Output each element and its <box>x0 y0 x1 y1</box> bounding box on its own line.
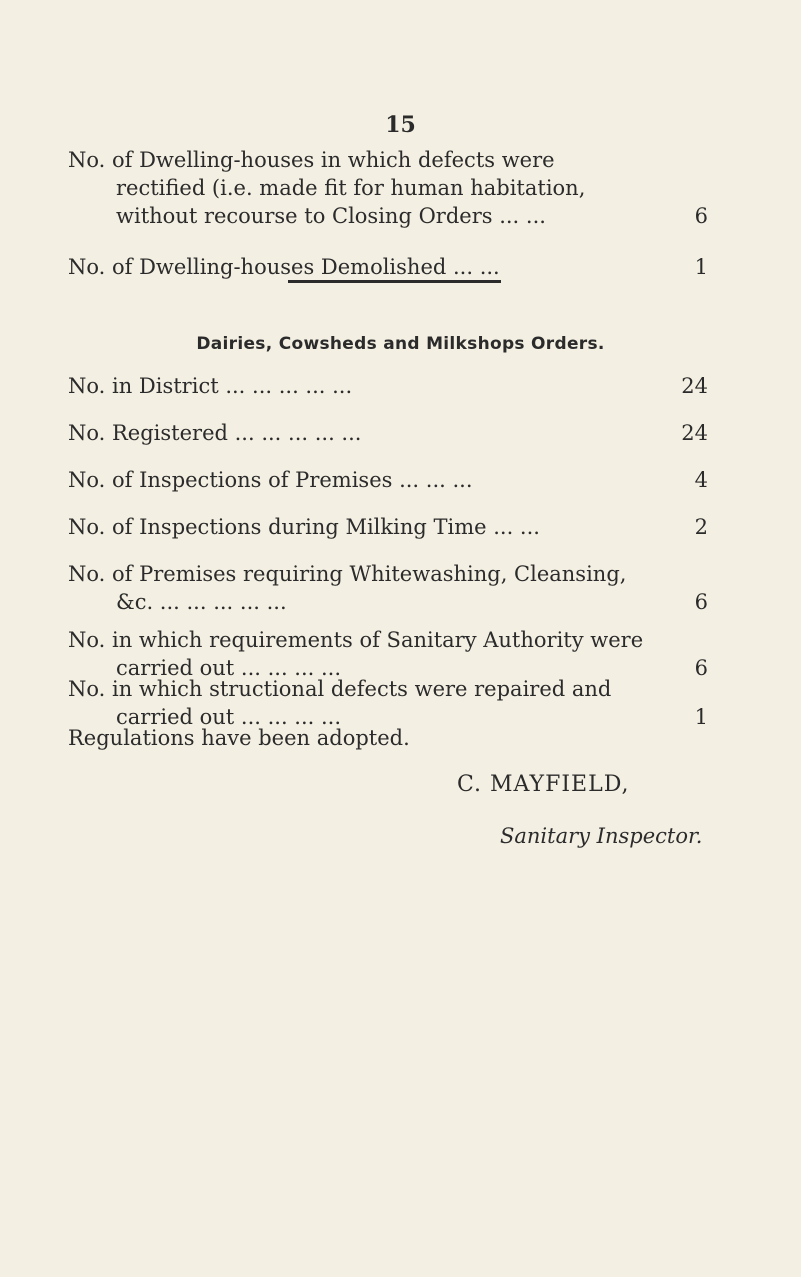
entry-value: 24 <box>681 374 708 398</box>
entry-label-continued: without recourse to Closing Orders ... ... <box>116 204 546 228</box>
premises-requiring-whitewashing-entry <box>68 560 708 616</box>
entry-value: 6 <box>694 204 708 228</box>
entry-label-continued: carried out ... ... ... ... <box>116 705 342 729</box>
requirements-carried-out-entry <box>68 626 708 682</box>
entry-label: No. of Dwelling-houses in which defects were <box>68 148 555 172</box>
dairies-registered-entry <box>68 419 708 447</box>
section-title: Dairies, Cowsheds and Milkshops Orders. <box>196 334 605 354</box>
entry-value: 1 <box>694 255 708 279</box>
entry-label: No. of Dwelling-houses Demolished ... ... <box>68 255 500 279</box>
dairies-in-district-entry <box>68 372 708 400</box>
entry-label: No. of Premises requiring Whitewashing, Cleansing, <box>68 562 627 586</box>
entry-value: 6 <box>694 656 708 680</box>
entry-label-continued: rectified (i.e. made fit for human habitation, <box>116 176 586 200</box>
entry-label: No. in which structional defects were repaired and <box>68 677 612 701</box>
entry-value: 6 <box>694 590 708 614</box>
entry-label: No. in District ... ... ... ... ... <box>68 374 353 398</box>
entry-value: 2 <box>694 515 708 539</box>
entry-label: No. of Inspections during Milking Time ... ... <box>68 515 540 539</box>
inspections-of-premises-entry <box>68 466 708 494</box>
signature-name: C. MAYFIELD, <box>457 772 630 797</box>
structional-defects-repaired-entry <box>68 675 708 731</box>
page-number: 15 <box>385 112 416 138</box>
dwelling-houses-rectified-entry <box>68 146 708 230</box>
entry-label: No. Registered ... ... ... ... ... <box>68 421 362 445</box>
dwelling-houses-demolished-entry <box>68 253 708 281</box>
signature-title: Sanitary Inspector. <box>500 824 703 848</box>
section-divider <box>288 280 501 283</box>
entry-label: No. of Inspections of Premises ... ... ... <box>68 468 473 492</box>
inspections-milking-time-entry <box>68 513 708 541</box>
entry-label-continued: carried out ... ... ... ... <box>116 656 342 680</box>
entry-value: 1 <box>694 705 708 729</box>
entry-label-continued: &c. ... ... ... ... ... <box>116 590 287 614</box>
regulations-note: Regulations have been adopted. <box>68 726 410 750</box>
entry-value: 4 <box>694 468 708 492</box>
entry-label: No. in which requirements of Sanitary Authority were <box>68 628 644 652</box>
entry-value: 24 <box>681 421 708 445</box>
